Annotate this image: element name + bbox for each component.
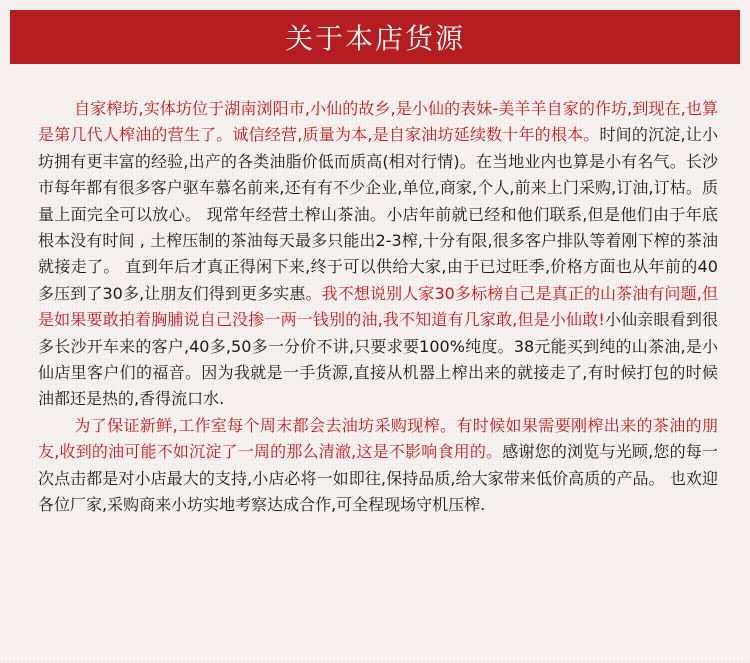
description-text — [38, 96, 718, 519]
text-red-claim: 我不想说别人家30多标榜自己是真正的山茶油有问题,但是如果要敢拍着胸脯说自己没掺一两一钱别的油,我不知道有几家敢,但是小仙敢! — [38, 283, 718, 330]
page-title: 关于本店货源 — [284, 22, 465, 55]
paragraph-freshness — [38, 413, 718, 519]
text-red-integrity: 也算是第几代人榨油的营生了。诚信经营,质量为本,是自家油坊延续数十年的根本。 — [38, 99, 718, 145]
text-red-freshness: 为了保证新鲜,工作室每个周末都会去油坊采购现榨。有时候如果需要刚榨出来的茶油的朋友,收到的油可能不如沉淀了一周的那么清澈,这是不影响食用的。 — [38, 415, 718, 462]
text-thanks: 感谢您的浏览与光顾,您的每一次点击都是对小店最大的支持,小店必将一如即往,保持品质,给大家带来低价高质的产品。 也欢迎各位厂家,采购商来小坊实地考察达成合作,可全程现场守机压榨. — [38, 442, 718, 515]
text-customers: 小仙亲眼看到很多长沙开车来的客户,40多,50多一分价不讲,只要求要100%纯度。38元能买到纯的山茶油,是小仙店里客户们的福音。因为我就是一手货源,直接从机器上榨出来的就接走了,有时候打包的时候油都还是热的,香得流口水. — [38, 310, 718, 409]
paragraph-source — [38, 96, 718, 413]
title-banner — [10, 10, 740, 64]
text-history: 时间的沉淀,让小坊拥有更丰富的经验,出产的各类油脂价低而质高(相对行情)。在当地业内也算是小有名气。长沙市每年都有很多客户驱车慕名前来,还有有不少企业,单位,商家,个人,前来上门采购,订油,订枯。质量上面完全可以放心。 现常年经营土榨山茶油。小店年前就已经和他们联系,但是他们由于年底根本没有时间 , 土榨压制的茶油每天最多只能出2-3榨,十分有限,很多客户排队等着刚下榨的茶油就接走了。 直到年后才真正得闲下来,终于可以供给大家,由于已过旺季,价格方面也从年前的40多压到了30多,让朋友们得到更多实惠。 — [38, 125, 718, 303]
text-red-intro: 自家榨坊,实体坊位于湖南浏阳市,小仙的故乡,是小仙的表妹-美羊羊自家的作坊,到现在, — [74, 99, 686, 118]
